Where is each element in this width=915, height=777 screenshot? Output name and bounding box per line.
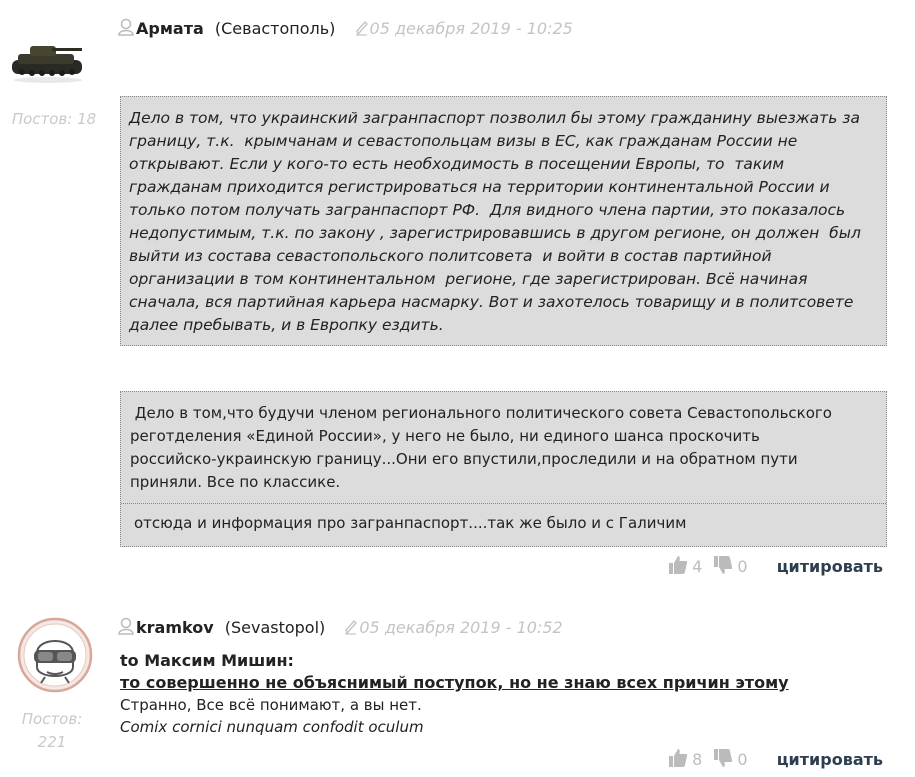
quote-line: недопустимым, т.к. по закону , зарегистрировавшись в другом регионе, он должен был [129,224,861,242]
quote-divider [121,503,886,504]
goggles-avatar[interactable] [17,617,93,693]
post-date-text: 05 декабря 2019 - 10:25 [369,19,573,38]
posts-number: 221 [37,733,67,751]
quote-line: Дело в том, что украинский загранпаспорт позволил бы этому гражданину выезжать за [129,109,861,127]
quote-line: открывают. Если у кого-то есть необходимость в посещении Европы, то таким [129,155,785,173]
pencil-icon [344,619,358,639]
quote-line: сначала, вся партийная карьера насмарку. Вот и захотелось товарищу и в политсовете [129,293,854,311]
post-date [355,19,573,38]
username-2[interactable]: kramkov [136,618,214,637]
user-icon [118,617,136,639]
posts-count: Постов: 18 [11,110,97,128]
user-city-2: (Sevastopol) [224,618,326,637]
post-header-2 [118,617,563,639]
thumbs-down-icon[interactable] [713,748,733,772]
dislike-count-2: 0 [737,750,748,769]
signature: Comix cornici nunquam confodit oculum [120,718,424,736]
post-actions-2 [668,748,883,772]
quote-line: выйти из состава севастопольского политсовета и войти в состав партийной [129,247,772,265]
post-date-text-2: 05 декабря 2019 - 10:52 [359,618,563,637]
tank-avatar[interactable] [10,38,85,83]
username[interactable]: Армата [136,19,204,38]
post-date-2 [344,618,562,637]
quote-footer: отсюда и информация про загранпаспорт....так же было и с Галичим [134,514,687,532]
dislike-count: 0 [737,557,748,576]
quote-line: границу, т.к. крымчанам и севастопольцам визы в ЕС, как гражданам России не [129,132,798,150]
quote-line: организации в том континентальном регионе, где зарегистрирован. Всё начиная [129,270,808,288]
cite-button[interactable]: цитировать [776,557,883,576]
user-city: (Севастополь) [214,19,336,38]
thumbs-up-icon[interactable] [668,748,688,772]
cite-button-2[interactable]: цитировать [776,750,883,769]
quote-block-1 [120,96,887,346]
quote-text-1 [121,97,886,337]
thumbs-up-icon[interactable] [668,555,688,579]
quote-line: только потом получать загранпаспорт РФ. Для видного члена партии, это показалось [129,201,846,219]
posts-count-2 [2,708,102,754]
quote-line: российско-украинскую границу...Они его впустили,проследили и на обратном пути [130,450,798,468]
quote-line: Дело в том,что будучи членом регионального политического совета Севастопольского [130,404,832,422]
post-actions [668,555,883,579]
quote-line: реготделения «Единой России», у него не было, ни единого шанса проскочить [130,427,760,445]
like-count: 4 [692,557,703,576]
pencil-icon [355,20,369,40]
quote-line: гражданам приходится регистрироваться на территории континентальной России и [129,178,830,196]
reply-text: Странно, Все всё понимают, а вы нет. [120,696,422,714]
like-count-2: 8 [692,750,703,769]
quote-line: приняли. Все по классике. [130,473,341,491]
quote-block-2 [120,391,887,547]
thumbs-down-icon[interactable] [713,555,733,579]
user-icon [118,18,136,40]
quote-line: далее пребывать, и в Европку ездить. [129,316,444,334]
reply-quote: то совершенно не объяснимый поступок, но не знаю всех причин этому [120,673,789,692]
reply-to: to Максим Мишин: [120,651,294,670]
post-header [118,18,573,40]
quote-text-2 [121,392,886,494]
posts-label: Постов: [21,710,83,728]
